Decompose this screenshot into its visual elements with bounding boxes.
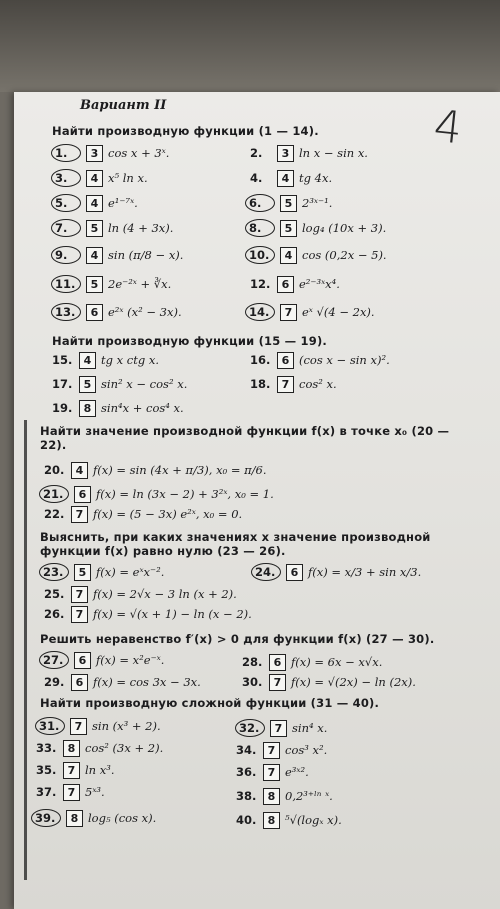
problem-number: 17.: [52, 377, 73, 391]
problem-number: 22.: [44, 507, 65, 521]
problem-expression: cos² (3x + 2).: [85, 741, 164, 755]
score-box: 5: [280, 220, 297, 237]
problem-expression: ln x − sin x.: [299, 146, 368, 160]
problem-expression: f(x) = 2√x − 3 ln (x + 2).: [93, 587, 237, 601]
problem-item: [36, 760, 115, 780]
problem-expression: cos² x.: [299, 377, 337, 391]
problem-expression: f(x) = √(2x) − ln (2x).: [291, 675, 416, 689]
problem-item: [56, 218, 173, 238]
score-box: 3: [86, 145, 103, 162]
problem-item: [36, 808, 156, 828]
problem-expression: f(x) = ln (3x − 2) + 3²ˣ, x₀ = 1.: [96, 487, 274, 501]
score-box: 8: [79, 400, 96, 417]
problem-number: 40.: [236, 813, 257, 827]
problem-expression: f(x) = eˣx⁻².: [96, 565, 165, 579]
problem-item: [44, 484, 274, 504]
problem-expression: f(x) = 6x − x√x.: [291, 655, 383, 669]
problem-expression: f(x) = sin (4x + π/3), x₀ = π/6.: [93, 463, 267, 477]
problem-expression: tg 4x.: [299, 171, 333, 185]
problem-expression: 2e⁻²ˣ + ∛x.: [108, 277, 172, 291]
score-box: 4: [86, 195, 103, 212]
score-box: 4: [280, 247, 297, 264]
problem-item: [52, 350, 159, 370]
problem-item: [236, 810, 342, 830]
problem-number: 29.: [44, 675, 65, 689]
score-box: 8: [66, 810, 83, 827]
score-box: 7: [63, 784, 80, 801]
problem-item: [44, 584, 237, 604]
problem-number: 30.: [242, 675, 263, 689]
score-box: 7: [280, 304, 297, 321]
problem-number: 32.: [235, 719, 265, 737]
score-box: 4: [79, 352, 96, 369]
problem-expression: x⁵ ln x.: [108, 171, 148, 185]
score-box: 4: [86, 170, 103, 187]
problem-number: 36.: [236, 765, 257, 779]
problem-expression: e¹⁻⁷ˣ.: [108, 196, 138, 210]
score-box: 4: [86, 247, 103, 264]
section-title: Решить неравенство f′(x) > 0 для функции f(x) (27 — 30).: [40, 632, 435, 646]
score-box: 7: [71, 606, 88, 623]
problem-number: 24.: [251, 563, 281, 581]
problem-expression: log₄ (10x + 3).: [302, 221, 387, 235]
problem-item: [52, 374, 187, 394]
problem-expression: sin⁴x + cos⁴ x.: [101, 401, 184, 415]
section-title: Выяснить, при каких значениях x значение производной функции f(x) равно нулю (23 — 26).: [40, 530, 431, 558]
problem-item: [56, 168, 148, 188]
section-title: Найти производную функции (1 — 14).: [52, 124, 319, 138]
problem-number: 6.: [245, 194, 275, 212]
problem-expression: 2³ˣ⁻¹.: [302, 196, 333, 210]
problem-item: [36, 782, 105, 802]
problem-expression: f(x) = √(x + 1) − ln (x − 2).: [93, 607, 252, 621]
problem-expression: cos (0,2x − 5).: [302, 248, 387, 262]
problem-number: 37.: [36, 785, 57, 799]
problem-expression: f(x) = cos 3x − 3x.: [93, 675, 201, 689]
problem-number: 14.: [245, 303, 275, 321]
problem-expression: cos x + 3ˣ.: [108, 146, 170, 160]
score-box: 3: [277, 145, 294, 162]
problem-number: 26.: [44, 607, 65, 621]
problem-item: [236, 740, 327, 760]
problem-number: 16.: [250, 353, 271, 367]
problem-item: [240, 718, 327, 738]
problem-number: 11.: [51, 275, 81, 293]
problem-expression: e²ˣ (x² − 3x).: [108, 305, 182, 319]
problem-expression: eˣ √(4 − 2x).: [302, 305, 375, 319]
problem-number: 23.: [39, 563, 69, 581]
problem-expression: f(x) = x²e⁻ˣ.: [96, 653, 165, 667]
problem-item: [44, 672, 201, 692]
score-box: 8: [263, 812, 280, 829]
score-box: 7: [71, 506, 88, 523]
score-box: 6: [269, 654, 286, 671]
score-box: 6: [74, 486, 91, 503]
problem-number: 13.: [51, 303, 81, 321]
problem-item: [56, 274, 171, 294]
problem-expression: f(x) = (5 − 3x) e²ˣ, x₀ = 0.: [93, 507, 243, 521]
problem-number: 1.: [51, 144, 81, 162]
score-box: 5: [79, 376, 96, 393]
background-top: [0, 0, 500, 92]
problem-number: 25.: [44, 587, 65, 601]
score-box: 5: [86, 276, 103, 293]
problem-item: [250, 274, 340, 294]
score-box: 7: [263, 764, 280, 781]
problem-item: [250, 143, 368, 163]
problem-expression: e³ˣ².: [285, 765, 309, 779]
problem-expression: tg x ctg x.: [101, 353, 159, 367]
problem-item: [236, 762, 309, 782]
score-box: 7: [263, 742, 280, 759]
problem-item: [250, 168, 332, 188]
problem-expression: ln (4 + 3x).: [108, 221, 174, 235]
problem-item: [250, 350, 390, 370]
problem-item: [44, 460, 267, 480]
section-title: Найти производную функции (15 — 19).: [52, 334, 327, 348]
score-box: 6: [286, 564, 303, 581]
section-title: Найти значение производной функции f(x) в точке x₀ (20 — 22).: [40, 424, 450, 452]
score-box: 7: [277, 376, 294, 393]
score-box: 8: [63, 740, 80, 757]
problem-number: 18.: [250, 377, 271, 391]
problem-item: [250, 218, 386, 238]
problem-item: [250, 374, 337, 394]
problem-number: 7.: [51, 219, 81, 237]
problem-item: [242, 652, 382, 672]
problem-expression: sin⁴ x.: [292, 721, 328, 735]
variant-title: Вариант II: [80, 98, 167, 113]
problem-number: 4.: [250, 171, 263, 185]
problem-item: [56, 302, 182, 322]
score-box: 5: [280, 195, 297, 212]
score-box: 6: [74, 652, 91, 669]
problem-item: [40, 716, 161, 736]
problem-item: [56, 143, 169, 163]
problem-item: [44, 604, 252, 624]
problem-item: [242, 672, 416, 692]
score-box: 5: [86, 220, 103, 237]
problem-item: [236, 786, 333, 806]
problem-number: 15.: [52, 353, 73, 367]
problem-expression: ln x³.: [85, 763, 115, 777]
problem-number: 12.: [250, 277, 271, 291]
problem-item: [250, 245, 387, 265]
problem-number: 28.: [242, 655, 263, 669]
section-title: Найти производную сложной функции (31 — 40).: [40, 696, 380, 710]
problem-number: 33.: [36, 741, 57, 755]
score-box: 7: [70, 718, 87, 735]
problem-item: [36, 738, 163, 758]
problem-expression: 5ˣ³.: [85, 785, 105, 799]
problem-expression: cos³ x².: [285, 743, 328, 757]
problem-number: 19.: [52, 401, 73, 415]
score-box: 5: [74, 564, 91, 581]
problem-number: 9.: [51, 246, 81, 264]
score-box: 8: [263, 788, 280, 805]
problem-expression: (cos x − sin x)².: [299, 353, 390, 367]
problem-number: 39.: [31, 809, 61, 827]
problem-number: 3.: [51, 169, 81, 187]
problem-item: [44, 650, 164, 670]
problem-expression: ⁵√(logₓ x).: [285, 813, 342, 827]
problem-number: 35.: [36, 763, 57, 777]
problem-expression: 0,2³⁺ˡⁿ ˣ.: [285, 789, 333, 803]
problem-item: [44, 504, 242, 524]
problem-number: 27.: [39, 651, 69, 669]
problem-number: 20.: [44, 463, 65, 477]
problem-number: 8.: [245, 219, 275, 237]
handwritten-number: 4: [431, 100, 465, 155]
problem-expression: e²⁻³ˣx⁴.: [299, 277, 340, 291]
problem-number: 21.: [39, 485, 69, 503]
problem-expression: log₅ (cos x).: [88, 811, 157, 825]
problem-number: 10.: [245, 246, 275, 264]
problem-expression: sin (π/8 − x).: [108, 248, 184, 262]
problem-expression: sin² x − cos² x.: [101, 377, 188, 391]
score-box: 7: [63, 762, 80, 779]
problem-number: 38.: [236, 789, 257, 803]
score-box: 4: [71, 462, 88, 479]
score-box: 6: [71, 674, 88, 691]
problem-item: [256, 562, 421, 582]
problem-item: [56, 245, 183, 265]
problem-item: [52, 398, 184, 418]
problem-item: [44, 562, 164, 582]
problem-expression: sin (x³ + 2).: [92, 719, 161, 733]
score-box: 7: [270, 720, 287, 737]
problem-number: 31.: [35, 717, 65, 735]
problem-expression: f(x) = x/3 + sin x/3.: [308, 565, 422, 579]
margin-line: [24, 420, 27, 880]
score-box: 7: [269, 674, 286, 691]
problem-number: 5.: [51, 194, 81, 212]
score-box: 4: [277, 170, 294, 187]
score-box: 7: [71, 586, 88, 603]
problem-number: 34.: [236, 743, 257, 757]
problem-number: 2.: [250, 146, 263, 160]
problem-item: [250, 302, 375, 322]
problem-item: [56, 193, 138, 213]
problem-item: [250, 193, 332, 213]
score-box: 6: [277, 352, 294, 369]
score-box: 6: [277, 276, 294, 293]
score-box: 6: [86, 304, 103, 321]
